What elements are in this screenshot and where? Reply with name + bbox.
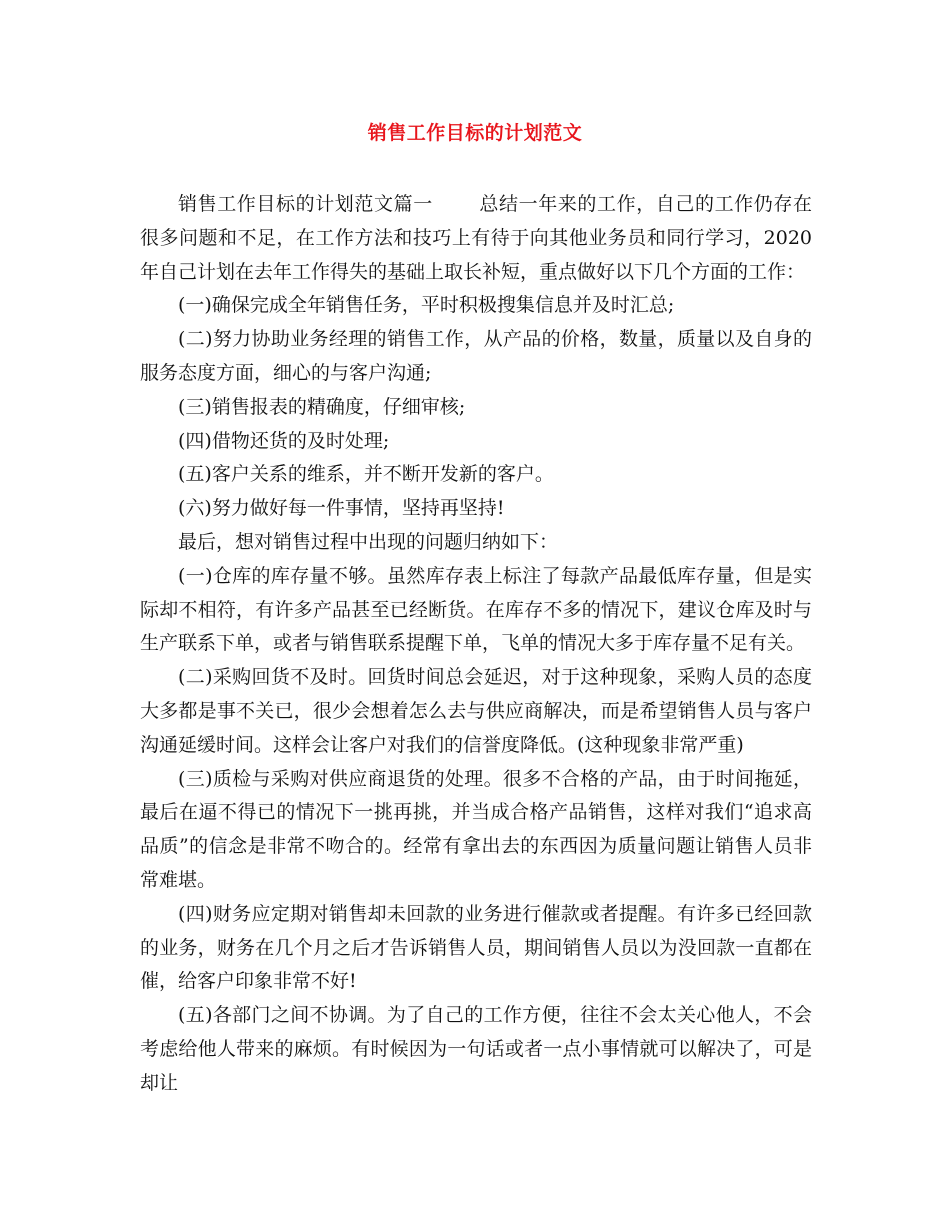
document-body [140,188,812,1101]
document-title: 销售工作目标的计划范文 [367,122,583,144]
paragraph-summary-intro: 最后，想对销售过程中出现的问题归纳如下： [178,530,559,553]
paragraph-issue-4: (四)财务应定期对销售却未回款的业务进行催款或者提醒。有许多已经回款的业务，财务在几个月之后才告诉销售人员，期间销售人员以为没回款一直都在催，给客户印象非常不好! [140,902,812,993]
intro-text: 总结一年来的工作，自己的工作仍存在很多问题和不足，在工作方法和技巧上有待于向其他业务员和同行学习，2020年自己计划在去年工作得失的基础上取长补短，重点做好以下几个方面的工作： [140,193,812,283]
paragraph-task-3: (三)销售报表的精确度，仔细审核; [178,395,466,418]
paragraph-issue-5: (五)各部门之间不协调。为了自己的工作方便，往往不会太关心他人，不会考虑给他人带来的麻烦。有时候因为一句话或者一点小事情就可以解决了，可是却让 [140,1004,812,1094]
paragraph-issue-1: (一)仓库的库存量不够。虽然库存表上标注了每款产品最低库存量，但是实际却不相符，有许多产品甚至已经断货。在库存不多的情况下，建议仓库及时与生产联系下单，或者与销售联系提醒下单，飞单的情况大多于库存量不足有关。 [140,564,812,655]
paragraph-task-5: (五)客户关系的维系，并不断开发新的客户。 [178,463,554,486]
paragraph-task-2: (二)努力协助业务经理的销售工作，从产品的价格，数量，质量以及自身的服务态度方面，细心的与客户沟通; [140,328,812,384]
paragraph-task-1: (一)确保完成全年销售任务，平时积极搜集信息并及时汇总; [178,294,675,317]
intro-label: 销售工作目标的计划范文篇一 [178,193,433,215]
paragraph-task-4: (四)借物还货的及时处理; [178,429,390,452]
paragraph-issue-2: (二)采购回货不及时。回货时间总会延迟，对于这种现象，采购人员的态度大多都是事不关已，很少会想着怎么去与供应商解决，而是希望销售人员与客户沟通延缓时间。这样会让客户对我们的信誉度降低。(这种现象非常严重) [140,666,812,756]
paragraph-task-6: (六)努力做好每一件事情，坚持再坚持! [178,497,505,520]
intro-paragraph [140,188,812,289]
paragraph-issue-3: (三)质检与采购对供应商退货的处理。很多不合格的产品，由于时间拖延，最后在逼不得已的情况下一挑再挑，并当成合格产品销售，这样对我们“追求高品质”的信念是非常不吻合的。经常有拿出去的东西因为质量问题让销售人员非常难堪。 [140,767,812,891]
